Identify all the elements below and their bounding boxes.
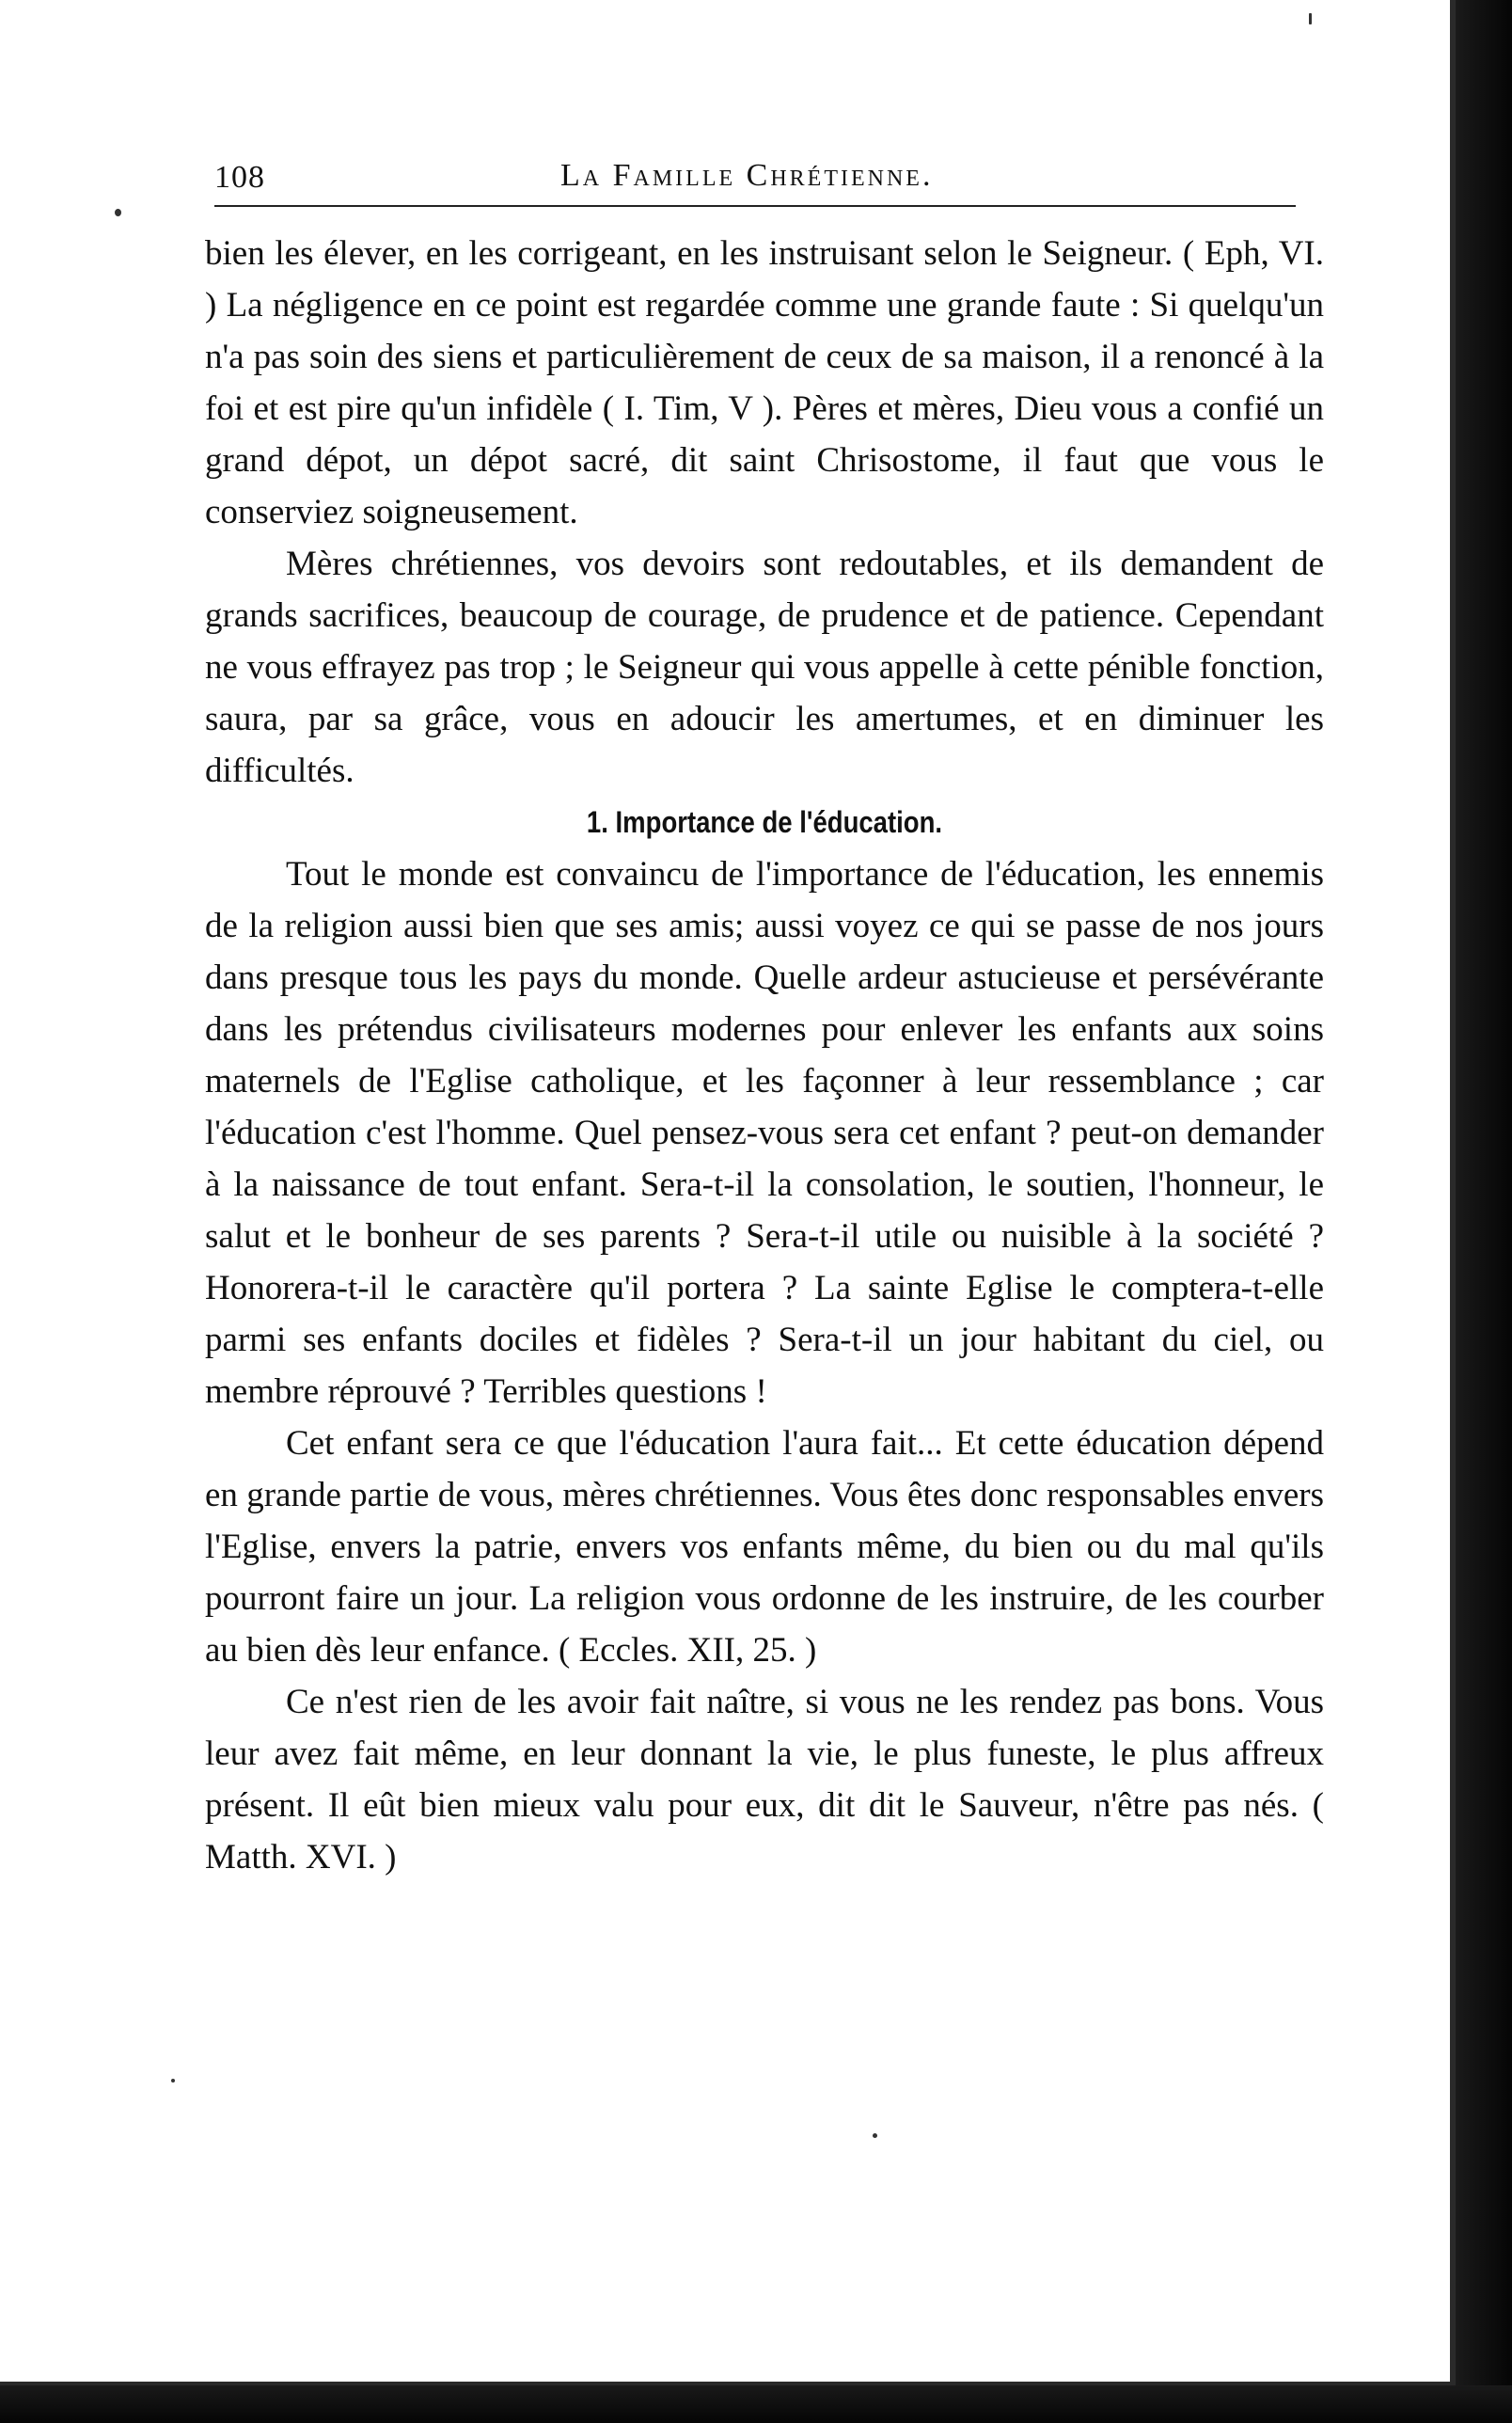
scan-border-bottom — [0, 2385, 1512, 2423]
header-rule — [214, 205, 1296, 207]
scan-speck — [115, 209, 121, 216]
paragraph-continued: bien les élever, en les corrigeant, en les instruisant selon le Seigneur. ( Eph, VI. ) La négligence en ce point est regardée comme une grande faute : Si quelqu'un n'a pas soin des siens et particulièrement de ceux de sa maison, il a renoncé à la foi et est pire qu'un infidèle ( I. Tim, V ). Pères et mères, Dieu vous a confié un grand dépot, un dépot sacré, dit saint Chrisostome, il faut que vous le conserviez soigneusement. — [205, 234, 1324, 531]
paragraph-meres-chretiennes: Mères chrétiennes, vos devoirs sont redoutables, et ils demandent de grands sacrifices, beaucoup de courage, de prudence et de patience. Cependant ne vous effrayez pas trop ; le Seigneur qui vous appelle à cette pénible fonction, saura, par sa grâce, vous en adoucir les amertumes, et en diminuer les difficultés. — [205, 545, 1324, 790]
running-title: La Famille Chrétienne. — [560, 158, 934, 193]
paragraph-cet-enfant: Cet enfant sera ce que l'éducation l'aura fait... Et cette éducation dépend en grande partie de vous, mères chrétiennes. Vous êtes donc responsables envers l'Eglise, envers la patrie, envers vos enfants même, du bien ou du mal qu'ils pourront faire un jour. La religion vous ordonne de les instruire, de les courber au bien dès leur enfance. ( Eccles. XII, 25. ) — [205, 1424, 1324, 1670]
page-header — [214, 152, 1305, 199]
page-body — [205, 228, 1324, 1883]
scan-border-right — [1456, 0, 1512, 2423]
scan-speck — [171, 2079, 175, 2083]
paragraph-importance: Tout le monde est convaincu de l'importance de l'éducation, les ennemis de la religion aussi bien que ses amis; aussi voyez ce qui se passe de nos jours dans presque tous les pays du monde. Quelle ardeur astucieuse et persévérante dans les prétendus civilisateurs modernes pour enlever les enfants aux soins maternels de l'Eglise catholique, et les façonner à leur ressemblance ; car l'éducation c'est l'homme. Quel pensez-vous sera cet enfant ? peut-on demander à la naissance de tout enfant. Sera-t-il la consolation, le soutien, l'honneur, le salut et le bonheur de ses parents ? Sera-t-il utile ou nuisible à la société ? Honorera-t-il le caractère qu'il portera ? La sainte Eglise le comptera-t-elle parmi ses enfants dociles et fidèles ? Sera-t-il un jour habitant du ciel, ou membre réprouvé ? Terribles questions ! — [205, 855, 1324, 1411]
scan-speck — [873, 2133, 877, 2138]
section-heading: 1. Importance de l'éducation. — [586, 805, 943, 839]
paragraph-ce-nest-rien: Ce n'est rien de les avoir fait naître, si vous ne les rendez pas bons. Vous leur avez fait même, en leur donnant la vie, le plus funeste, le plus affreux présent. Il eût bien mieux valu pour eux, dit dit le Sauveur, n'être pas nés. ( Matth. XVI. ) — [205, 1683, 1324, 1877]
page-number: 108 — [214, 160, 265, 195]
scan-speck — [1309, 13, 1312, 24]
